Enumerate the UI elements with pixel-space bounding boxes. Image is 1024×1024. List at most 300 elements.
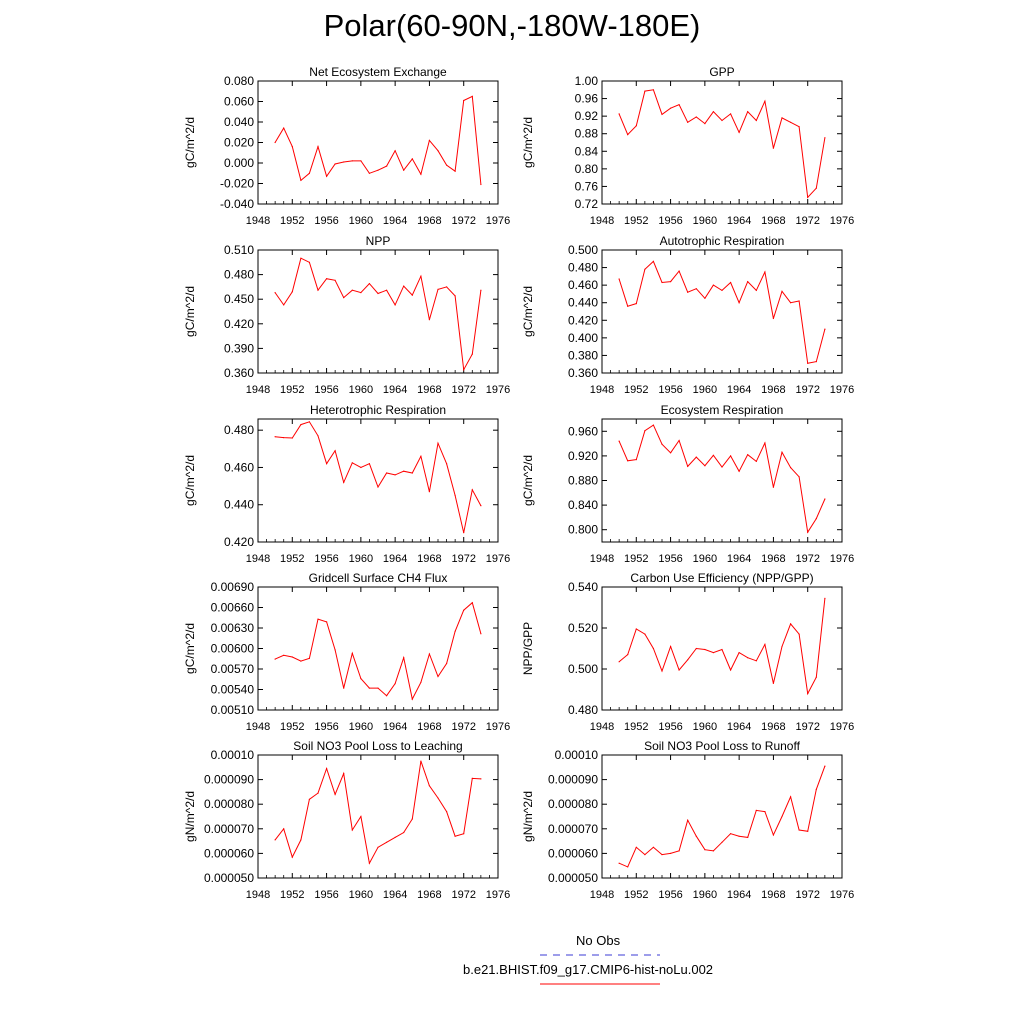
y-tick-label: 0.00010 [554, 748, 598, 762]
data-point [764, 442, 765, 443]
y-tick-label: 0.390 [223, 341, 254, 356]
data-point [352, 290, 353, 291]
y-tick-label: 0.000050 [203, 871, 254, 885]
series-line [619, 766, 825, 867]
data-point [429, 653, 430, 654]
data-point [326, 463, 327, 464]
data-point [781, 291, 782, 292]
panel-title: Gridcell Surface CH4 Flux [308, 571, 448, 585]
data-point [661, 282, 662, 283]
x-tick-label: 1948 [245, 553, 271, 565]
x-tick-label: 1960 [348, 721, 374, 733]
data-point [747, 837, 748, 838]
data-point [283, 128, 284, 129]
panel-title: Soil NO3 Pool Loss to Runoff [644, 739, 800, 753]
data-point [627, 866, 628, 867]
data-point [730, 282, 731, 283]
data-point [704, 123, 705, 124]
x-tick-label: 1972 [795, 553, 820, 565]
data-point [799, 829, 800, 830]
data-point [739, 836, 740, 837]
data-point [670, 281, 671, 282]
data-point [412, 158, 413, 159]
x-tick-label: 1968 [761, 889, 786, 901]
data-point [386, 842, 387, 843]
data-point [335, 649, 336, 650]
data-point [300, 424, 301, 425]
data-point [730, 113, 731, 114]
data-point [781, 646, 782, 647]
x-tick-label: 1960 [692, 215, 718, 227]
x-tick-label: 1952 [624, 553, 649, 565]
data-point [403, 471, 404, 472]
data-point [713, 652, 714, 653]
data-point [343, 482, 344, 483]
x-tick-label: 1976 [829, 553, 855, 565]
x-tick-label: 1972 [795, 721, 820, 733]
x-tick-label: 1956 [314, 384, 339, 396]
data-point [704, 649, 705, 650]
data-point [395, 837, 396, 838]
x-tick-label: 1952 [280, 721, 305, 733]
data-point [679, 104, 680, 105]
data-point [420, 276, 421, 277]
y-axis-label: gC/m^2/d [183, 455, 197, 506]
x-tick-label: 1972 [795, 215, 820, 227]
data-point [636, 628, 637, 629]
data-point [636, 459, 637, 460]
series-line [619, 90, 825, 198]
data-point [816, 188, 817, 189]
x-tick-label: 1960 [692, 721, 718, 733]
data-point [309, 799, 310, 800]
data-point [756, 120, 757, 121]
data-point [790, 796, 791, 797]
data-point [619, 441, 620, 442]
panel-title: GPP [709, 65, 735, 79]
y-tick-label: 0.00600 [210, 641, 254, 656]
data-point [472, 778, 473, 779]
y-tick-label: 0.380 [567, 348, 598, 363]
data-point [790, 302, 791, 303]
data-point [472, 489, 473, 490]
data-point [687, 659, 688, 660]
data-point [403, 832, 404, 833]
data-point [636, 303, 637, 304]
data-point [420, 174, 421, 175]
data-point [292, 291, 293, 292]
data-point [816, 789, 817, 790]
data-point [300, 839, 301, 840]
data-point [463, 610, 464, 611]
panel-soil-no3-pool-loss-to-runoff [521, 739, 854, 901]
x-tick-label: 1956 [314, 889, 339, 901]
data-point [360, 816, 361, 817]
data-point [704, 465, 705, 466]
y-tick-label: 0.450 [223, 292, 254, 307]
x-tick-label: 1960 [692, 553, 718, 565]
data-point [790, 623, 791, 624]
data-point [756, 660, 757, 661]
x-tick-label: 1964 [726, 384, 752, 396]
x-tick-label: 1960 [348, 553, 374, 565]
x-tick-label: 1972 [451, 889, 476, 901]
data-point [437, 150, 438, 151]
data-point [781, 117, 782, 118]
y-tick-label: 0.080 [223, 74, 254, 88]
data-point [480, 505, 481, 506]
data-point [446, 663, 447, 664]
data-point [653, 261, 654, 262]
x-tick-label: 1976 [829, 215, 855, 227]
data-point [292, 857, 293, 858]
data-point [429, 319, 430, 320]
data-point [773, 318, 774, 319]
panel-title: Net Ecosystem Exchange [309, 65, 447, 79]
y-tick-label: 0.00510 [210, 703, 254, 717]
data-point [661, 670, 662, 671]
data-point [721, 290, 722, 291]
x-tick-label: 1964 [382, 889, 408, 901]
x-tick-label: 1968 [761, 215, 786, 227]
data-point [300, 180, 301, 181]
y-axis-label: gC/m^2/d [521, 286, 535, 337]
y-tick-label: 0.000090 [203, 772, 254, 787]
data-point [773, 683, 774, 684]
data-point [816, 361, 817, 362]
plot-frame [602, 755, 842, 878]
data-point [446, 286, 447, 287]
data-point [679, 440, 680, 441]
y-tick-label: 0.84 [574, 144, 598, 159]
x-tick-label: 1976 [485, 553, 511, 565]
y-tick-label: 0.040 [223, 115, 254, 129]
data-point [807, 532, 808, 533]
data-point [386, 166, 387, 167]
panel-title: Ecosystem Respiration [660, 403, 784, 417]
data-point [437, 443, 438, 444]
data-point [403, 286, 404, 287]
panel-gridcell-surface-ch4-flux [183, 571, 510, 733]
data-point [790, 467, 791, 468]
data-point [300, 661, 301, 662]
data-point [696, 836, 697, 837]
y-tick-label: 0.96 [574, 91, 598, 106]
data-point [377, 170, 378, 171]
data-point [395, 683, 396, 684]
data-point [463, 833, 464, 834]
y-tick-label: 0.72 [574, 197, 598, 211]
data-point [799, 126, 800, 127]
data-point [713, 850, 714, 851]
data-point [437, 797, 438, 798]
data-point [799, 300, 800, 301]
panel-title: Heterotrophic Respiration [309, 403, 447, 417]
data-point [292, 656, 293, 657]
data-point [283, 304, 284, 305]
x-tick-label: 1956 [658, 721, 683, 733]
data-point [756, 290, 757, 291]
data-point [627, 134, 628, 135]
data-point [352, 462, 353, 463]
x-tick-label: 1960 [348, 889, 374, 901]
data-point [317, 290, 318, 291]
data-point [824, 498, 825, 499]
data-point [739, 471, 740, 472]
x-tick-label: 1968 [761, 553, 786, 565]
x-tick-label: 1964 [726, 889, 752, 901]
x-tick-label: 1956 [314, 721, 339, 733]
panel-gpp [521, 65, 854, 227]
x-tick-label: 1956 [658, 889, 683, 901]
data-point [429, 140, 430, 141]
data-point [463, 532, 464, 533]
x-tick-label: 1952 [280, 215, 305, 227]
series-line [275, 258, 481, 370]
x-tick-label: 1956 [314, 215, 339, 227]
x-tick-label: 1952 [624, 384, 649, 396]
data-point [816, 518, 817, 519]
data-point [377, 486, 378, 487]
x-tick-label: 1976 [829, 384, 855, 396]
x-tick-label: 1972 [451, 553, 476, 565]
data-point [713, 111, 714, 112]
x-tick-label: 1972 [451, 215, 476, 227]
panel-ecosystem-respiration [521, 403, 854, 565]
data-point [352, 160, 353, 161]
x-tick-label: 1948 [589, 889, 615, 901]
data-point [275, 436, 276, 437]
data-point [687, 292, 688, 293]
data-point [352, 829, 353, 830]
x-tick-label: 1964 [726, 553, 752, 565]
data-point [386, 290, 387, 291]
x-tick-label: 1948 [245, 384, 271, 396]
series-line [275, 422, 481, 533]
x-tick-label: 1968 [761, 384, 786, 396]
data-point [455, 836, 456, 837]
data-point [824, 137, 825, 138]
data-point [317, 619, 318, 620]
plot-frame [602, 587, 842, 710]
data-point [326, 278, 327, 279]
y-tick-label: 0.000080 [547, 797, 598, 812]
data-point [360, 292, 361, 293]
data-point [309, 421, 310, 422]
x-tick-label: 1976 [485, 384, 511, 396]
x-tick-label: 1972 [795, 889, 820, 901]
x-tick-label: 1948 [589, 215, 615, 227]
data-point [343, 688, 344, 689]
y-tick-label: 1.00 [574, 74, 598, 88]
x-tick-label: 1964 [382, 553, 408, 565]
x-tick-label: 1976 [829, 721, 855, 733]
x-tick-label: 1956 [658, 553, 683, 565]
data-point [704, 849, 705, 850]
data-point [636, 847, 637, 848]
y-tick-label: 0.00630 [210, 621, 254, 635]
x-tick-label: 1968 [761, 721, 786, 733]
x-tick-label: 1964 [382, 384, 408, 396]
x-tick-label: 1956 [314, 553, 339, 565]
data-point [360, 678, 361, 679]
x-tick-label: 1960 [348, 384, 374, 396]
data-point [343, 773, 344, 774]
data-point [696, 288, 697, 289]
y-tick-label: 0.420 [223, 535, 254, 549]
x-tick-label: 1952 [280, 384, 305, 396]
data-point [326, 176, 327, 177]
data-point [275, 142, 276, 143]
data-point [480, 184, 481, 185]
data-point [824, 329, 825, 330]
y-tick-label: -0.020 [219, 176, 254, 191]
data-point [326, 768, 327, 769]
panel-autotrophic-respiration [521, 234, 854, 396]
data-point [472, 96, 473, 97]
data-point [670, 853, 671, 854]
legend-obs-label: No Obs [576, 933, 621, 948]
data-point [721, 120, 722, 121]
y-tick-label: 0.000080 [203, 797, 254, 812]
x-tick-label: 1948 [589, 721, 615, 733]
data-point [412, 295, 413, 296]
data-point [335, 280, 336, 281]
x-tick-label: 1968 [417, 721, 442, 733]
data-point [403, 657, 404, 658]
data-point [335, 450, 336, 451]
panel-soil-no3-pool-loss-to-leaching [183, 739, 510, 901]
data-point [781, 452, 782, 453]
y-tick-label: 0.440 [223, 497, 254, 512]
data-point [619, 863, 620, 864]
x-tick-label: 1972 [451, 721, 476, 733]
data-point [395, 474, 396, 475]
data-point [369, 688, 370, 689]
data-point [747, 657, 748, 658]
x-tick-label: 1968 [417, 889, 442, 901]
data-point [644, 634, 645, 635]
y-tick-label: 0.000070 [547, 821, 598, 836]
x-tick-label: 1964 [726, 215, 752, 227]
data-point [764, 644, 765, 645]
y-tick-label: 0.060 [223, 94, 254, 109]
data-point [773, 834, 774, 835]
data-point [395, 304, 396, 305]
data-point [747, 111, 748, 112]
data-point [644, 854, 645, 855]
data-point [463, 100, 464, 101]
y-tick-label: 0.00570 [210, 662, 254, 676]
data-point [661, 444, 662, 445]
y-tick-label: 0.460 [223, 460, 254, 475]
y-tick-label: 0.88 [574, 126, 598, 141]
data-point [739, 132, 740, 133]
y-tick-label: 0.000090 [547, 772, 598, 787]
series-line [619, 598, 825, 693]
data-point [369, 463, 370, 464]
y-tick-label: 0.460 [567, 278, 598, 293]
plot-frame [258, 587, 498, 710]
data-point [747, 281, 748, 282]
data-point [446, 165, 447, 166]
data-point [455, 171, 456, 172]
x-tick-label: 1952 [624, 889, 649, 901]
panel-heterotrophic-respiration [183, 403, 510, 565]
data-point [437, 289, 438, 290]
data-point [807, 831, 808, 832]
data-point [283, 437, 284, 438]
data-point [317, 146, 318, 147]
y-tick-label: 0.480 [567, 260, 598, 275]
panel-carbon-use-efficiency-npp-gpp [521, 571, 854, 733]
y-tick-label: 0.440 [567, 295, 598, 310]
data-point [455, 295, 456, 296]
data-point [377, 847, 378, 848]
y-tick-label: 0.360 [567, 366, 598, 380]
data-point [412, 699, 413, 700]
data-point [403, 170, 404, 171]
y-tick-label: -0.040 [219, 197, 254, 211]
data-point [309, 262, 310, 263]
data-point [679, 850, 680, 851]
data-point [275, 659, 276, 660]
y-tick-label: 0.00010 [210, 748, 254, 762]
x-tick-label: 1952 [624, 721, 649, 733]
data-point [713, 455, 714, 456]
data-point [283, 828, 284, 829]
data-point [653, 847, 654, 848]
x-tick-label: 1964 [726, 721, 752, 733]
data-point [730, 833, 731, 834]
data-point [679, 271, 680, 272]
data-point [292, 437, 293, 438]
y-tick-label: 0.420 [567, 313, 598, 328]
data-point [696, 116, 697, 117]
panel-title: Soil NO3 Pool Loss to Leaching [293, 739, 463, 753]
data-point [807, 197, 808, 198]
data-point [420, 456, 421, 457]
data-point [739, 652, 740, 653]
y-tick-label: 0.960 [567, 424, 598, 439]
x-tick-label: 1964 [382, 215, 408, 227]
plot-frame [258, 755, 498, 878]
data-point [300, 258, 301, 259]
data-point [670, 452, 671, 453]
data-point [696, 648, 697, 649]
y-tick-label: 0.400 [567, 330, 598, 345]
data-point [756, 461, 757, 462]
y-axis-label: gN/m^2/d [183, 791, 197, 842]
data-point [721, 649, 722, 650]
page-title: Polar(60-90N,-180W-180E) [323, 8, 701, 43]
data-point [644, 91, 645, 92]
data-point [472, 354, 473, 355]
data-point [799, 476, 800, 477]
data-point [636, 125, 637, 126]
data-point [627, 654, 628, 655]
x-tick-label: 1948 [245, 721, 271, 733]
data-point [455, 495, 456, 496]
series-line [619, 425, 825, 532]
y-tick-label: 0.00690 [210, 580, 254, 594]
y-tick-label: 0.420 [223, 316, 254, 331]
data-point [670, 646, 671, 647]
y-tick-label: 0.00660 [210, 600, 254, 615]
y-axis-label: gC/m^2/d [521, 117, 535, 168]
panel-title: Carbon Use Efficiency (NPP/GPP) [630, 571, 814, 585]
data-point [807, 363, 808, 364]
